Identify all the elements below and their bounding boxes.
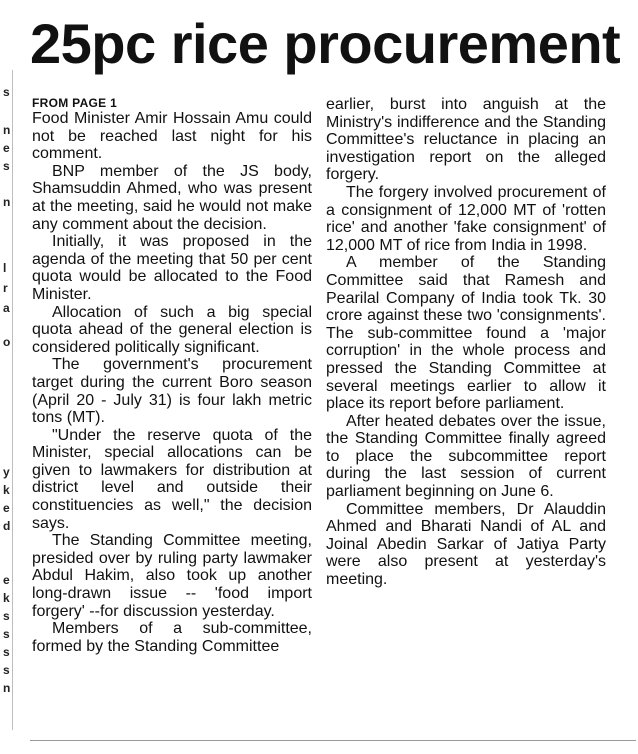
edge-letter: e [3, 573, 10, 587]
edge-letter: o [3, 335, 11, 349]
edge-letter: n [3, 681, 11, 695]
paragraph: Allocation of such a big special quota ahead of the general election is considered politically significant. [32, 303, 312, 356]
paragraph: The government's procurement target during the current Boro season (April 20 - July 31) is four lakh metric tons (MT). [32, 356, 312, 427]
edge-letter: k [3, 483, 10, 497]
column-divider [12, 70, 13, 730]
edge-letter: s [3, 159, 10, 173]
jump-label: FROM PAGE 1 [32, 96, 118, 110]
left-text-column [32, 96, 312, 655]
edge-letter: e [3, 141, 10, 155]
bottom-rule [30, 740, 636, 741]
paragraph: "Under the reserve quota of the Minister, special allocations can be given to lawmakers for distribution at district level and outside their constituencies as well," the decision says. [32, 426, 312, 532]
paragraph: A member of the Standing Committee said that Ramesh and Pearilal Company of India took Tk. 30 crore against these two 'consignments'. The sub-committee found a 'major corruption' in the whole process and pressed the Standing Committee at several meetings earlier to allow it place its report before parliament. [326, 254, 606, 413]
edge-letter: n [3, 195, 11, 209]
edge-letter: a [3, 301, 10, 315]
edge-letter: n [3, 123, 11, 137]
edge-letter: s [3, 663, 10, 677]
edge-letter: s [3, 627, 10, 641]
edge-letter: y [3, 465, 10, 479]
edge-letter: s [3, 645, 10, 659]
edge-letter: d [3, 519, 11, 533]
paragraph: earlier, burst into anguish at the Ministry's indifference and the Standing Committee's reluctance in placing an investigation report on the alleged forgery. [326, 96, 606, 184]
edge-letter: s [3, 609, 10, 623]
paragraph: The Standing Committee meeting, presided over by ruling party lawmaker Abdul Hakim, also took up another long-drawn issue -- 'food import forgery' --for discussion yesterday. [32, 532, 312, 620]
paragraph: After heated debates over the issue, the Standing Committee finally agreed to place the subcommittee report during the last session of current parliament beginning on June 6. [326, 412, 606, 501]
edge-letter: l [3, 261, 7, 275]
adjacent-column-fragment [0, 0, 12, 754]
edge-letter: s [3, 85, 10, 99]
paragraph: BNP member of the JS body, Shamsuddin Ahmed, who was present at the meeting, said he would not make any comment about the decision. [32, 162, 312, 233]
paragraph: Members of a sub-committee, formed by the Standing Committee [32, 620, 312, 655]
paragraph: Initially, it was proposed in the agenda of the meeting that 50 per cent quota would be allocated to the Food Minister. [32, 233, 312, 303]
edge-letter: r [3, 281, 8, 295]
edge-letter: e [3, 501, 10, 515]
paragraph: Committee members, Dr Alauddin Ahmed and Bharati Nandi of AL and Joinal Abedin Sarkar of Jatiya Party were also present at yesterday's meeting. [326, 500, 606, 589]
headline: 25pc rice procurement [30, 12, 621, 75]
edge-letter: k [3, 591, 10, 605]
paragraph: The forgery involved procurement of a consignment of 12,000 MT of 'rotten rice' and another 'fake consignment' of 12,000 MT of rice from India in 1998. [326, 183, 606, 254]
right-text-column [326, 96, 606, 589]
paragraph: Food Minister Amir Hossain Amu could not be reached last night for his comment. [32, 110, 312, 163]
